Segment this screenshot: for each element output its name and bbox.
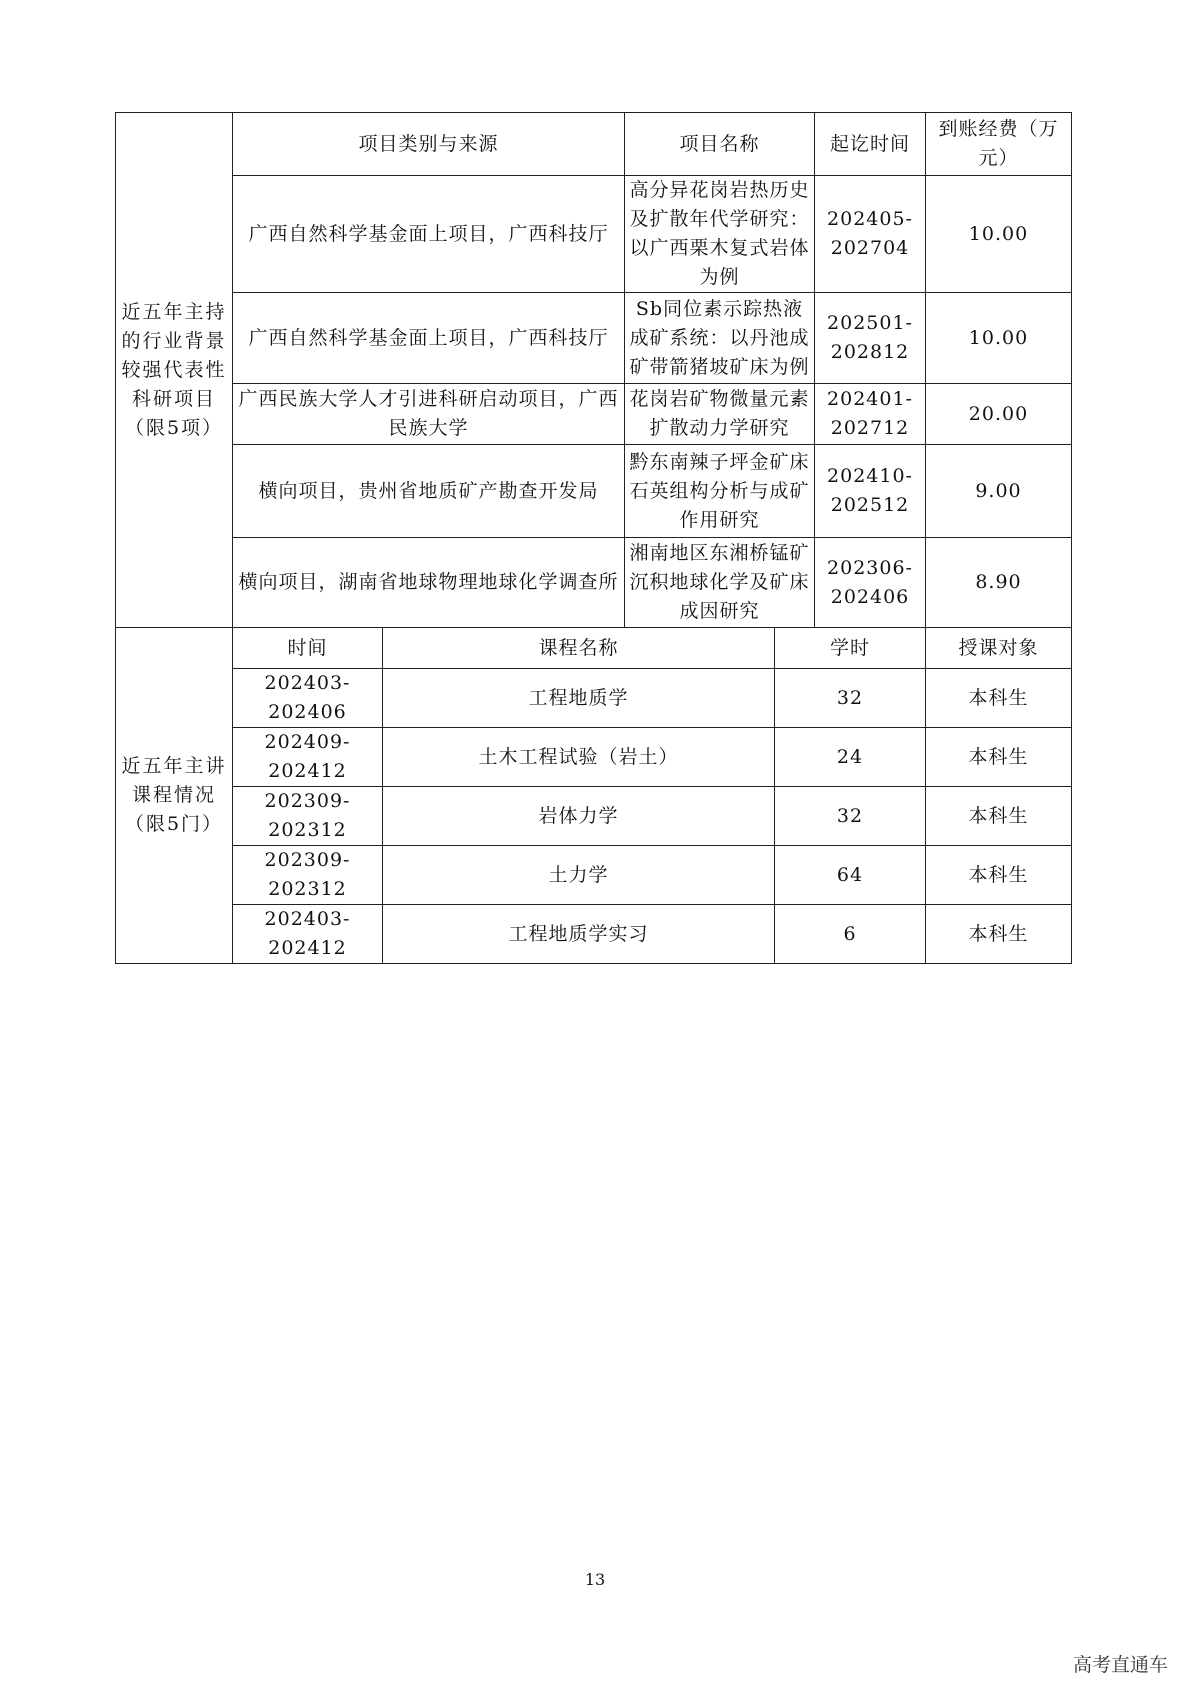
course-time: 202309-202312 [233,787,383,846]
header-hours: 学时 [775,628,926,669]
project-period: 202501-202812 [815,293,926,384]
header-audience: 授课对象 [926,628,1072,669]
project-funding: 10.00 [926,176,1072,293]
course-name: 工程地质学实习 [383,905,775,964]
header-time: 时间 [233,628,383,669]
course-time: 202403-202412 [233,905,383,964]
course-time: 202309-202312 [233,846,383,905]
course-hours: 24 [775,728,926,787]
project-name: 高分异花岗岩热历史及扩散年代学研究：以广西栗木复式岩体为例 [625,176,815,293]
project-period: 202410-202512 [815,445,926,538]
table-row [116,905,1072,964]
research-header-row [116,113,1072,176]
project-source: 广西民族大学人才引进科研启动项目，广西民族大学 [233,384,625,445]
table-row [116,176,1072,293]
course-time: 202409-202412 [233,728,383,787]
project-period: 202405-202704 [815,176,926,293]
header-project-name: 项目名称 [625,113,815,176]
course-name: 工程地质学 [383,669,775,728]
course-name: 土木工程试验（岩土） [383,728,775,787]
table-row [116,384,1072,445]
table-row [116,728,1072,787]
header-funding: 到账经费（万元） [926,113,1072,176]
course-header-row [116,628,1072,669]
project-name: Sb同位素示踪热液成矿系统：以丹池成矿带箭猪坡矿床为例 [625,293,815,384]
header-period: 起讫时间 [815,113,926,176]
table-row [116,669,1072,728]
project-period: 202306-202406 [815,538,926,628]
header-project-source: 项目类别与来源 [233,113,625,176]
project-source: 广西自然科学基金面上项目，广西科技厅 [233,176,625,293]
project-name: 花岗岩矿物微量元素扩散动力学研究 [625,384,815,445]
table-row [116,293,1072,384]
course-audience: 本科生 [926,728,1072,787]
course-hours: 64 [775,846,926,905]
project-period: 202401-202712 [815,384,926,445]
course-hours: 6 [775,905,926,964]
table-row [116,787,1072,846]
project-name: 黔东南辣子坪金矿床石英组构分析与成矿作用研究 [625,445,815,538]
table-row [116,445,1072,538]
course-time: 202403-202406 [233,669,383,728]
course-audience: 本科生 [926,787,1072,846]
research-section-label: 近五年主持的行业背景较强代表性科研项目（限5项） [116,113,233,628]
course-audience: 本科生 [926,669,1072,728]
page-number: 13 [584,1570,606,1589]
project-funding: 10.00 [926,293,1072,384]
project-name: 湘南地区东湘桥锰矿沉积地球化学及矿床成因研究 [625,538,815,628]
table-row [116,538,1072,628]
course-name: 岩体力学 [383,787,775,846]
project-funding: 8.90 [926,538,1072,628]
header-course-name: 课程名称 [383,628,775,669]
document-table [115,112,1072,964]
course-section-label: 近五年主讲课程情况（限5门） [116,628,233,964]
watermark: 高考直通车 [1072,1654,1168,1676]
table-row [116,846,1072,905]
course-hours: 32 [775,787,926,846]
course-audience: 本科生 [926,846,1072,905]
project-source: 广西自然科学基金面上项目，广西科技厅 [233,293,625,384]
project-funding: 20.00 [926,384,1072,445]
project-source: 横向项目，湖南省地球物理地球化学调查所 [233,538,625,628]
project-source: 横向项目，贵州省地质矿产勘查开发局 [233,445,625,538]
course-name: 土力学 [383,846,775,905]
course-hours: 32 [775,669,926,728]
project-funding: 9.00 [926,445,1072,538]
course-audience: 本科生 [926,905,1072,964]
